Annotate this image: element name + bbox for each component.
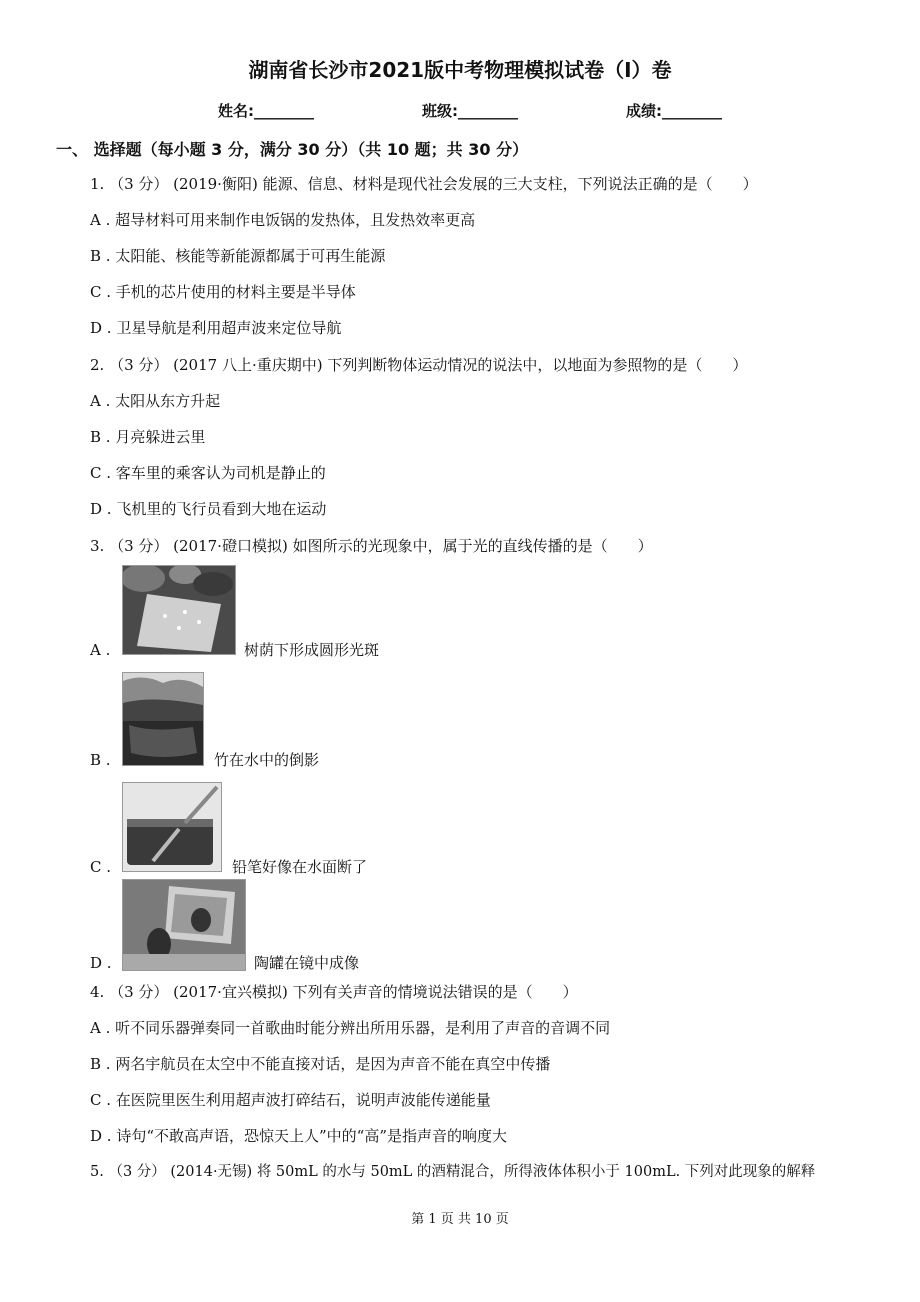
question-4-option-a: A . 听不同乐器弹奏同一首歌曲时能分辨出所用乐器，是利用了声音的音调不同	[90, 1019, 611, 1037]
pencil-in-water-image	[122, 782, 222, 872]
question-3-option-d-caption: 陶罐在镜中成像	[254, 954, 360, 972]
bamboo-reflection-image	[122, 672, 204, 766]
name-field-label: 姓名:________	[218, 102, 314, 120]
section-heading: 一、 选择题（每小题 3 分，满分 30 分）（共 10 题；共 30 分）	[56, 140, 529, 159]
question-2-option-c: C . 客车里的乘客认为司机是静止的	[90, 464, 326, 482]
score-field-label: 成绩:________	[626, 102, 722, 120]
question-1-option-b: B . 太阳能、核能等新能源都属于可再生能源	[90, 247, 386, 265]
question-1-option-c: C . 手机的芯片使用的材料主要是半导体	[90, 283, 356, 301]
question-3-option-b-caption: 竹在水中的倒影	[214, 751, 320, 769]
question-3-option-a-letter: A .	[90, 641, 111, 659]
question-2-option-d: D . 飞机里的飞行员看到大地在运动	[90, 500, 327, 518]
question-1-option-a: A . 超导材料可用来制作电饭锅的发热体，且发热效率更高	[90, 211, 476, 229]
question-1-option-d: D . 卫星导航是利用超声波来定位导航	[90, 319, 342, 337]
page-footer: 第 1 页 共 10 页	[411, 1212, 509, 1227]
question-2-option-a: A . 太阳从东方升起	[90, 392, 221, 410]
question-4-option-d: D . 诗句“不敢高声语，恐惊天上人”中的“高”是指声音的响度大	[90, 1127, 508, 1145]
question-2-option-b: B . 月亮躲进云里	[90, 428, 206, 446]
question-5-stem: 5. （3 分） (2014·无锡) 将 50mL 的水与 50mL 的酒精混合，所得液体体积小于 100mL. 下列对此现象的解释	[90, 1164, 816, 1180]
question-3-stem: 3. （3 分） (2017·磴口模拟) 如图所示的光现象中，属于光的直线传播的是（ ）	[90, 537, 653, 555]
question-1-stem: 1. （3 分） (2019·衡阳) 能源、信息、材料是现代社会发展的三大支柱，下列说法正确的是（ ）	[90, 175, 758, 193]
jar-mirror-image	[122, 879, 246, 971]
tree-shade-light-spots-image	[122, 565, 236, 655]
question-3-option-c-letter: C .	[90, 858, 112, 876]
question-3-option-a-caption: 树荫下形成圆形光斑	[244, 641, 380, 659]
question-4-stem: 4. （3 分） (2017·宜兴模拟) 下列有关声音的情境说法错误的是（ ）	[90, 983, 578, 1001]
class-field-label: 班级:________	[422, 102, 518, 120]
question-4-option-c: C . 在医院里医生利用超声波打碎结石，说明声波能传递能量	[90, 1091, 491, 1109]
question-3-option-b-letter: B .	[90, 751, 111, 769]
exam-title: 湖南省长沙市2021版中考物理模拟试卷（I）卷	[248, 58, 672, 82]
question-3-option-d-letter: D .	[90, 954, 112, 972]
question-3-option-c-caption: 铅笔好像在水面断了	[232, 858, 368, 876]
question-2-stem: 2. （3 分） (2017 八上·重庆期中) 下列判断物体运动情况的说法中，以地面为参照物的是（ ）	[90, 356, 748, 374]
question-4-option-b: B . 两名宇航员在太空中不能直接对话，是因为声音不能在真空中传播	[90, 1055, 551, 1073]
